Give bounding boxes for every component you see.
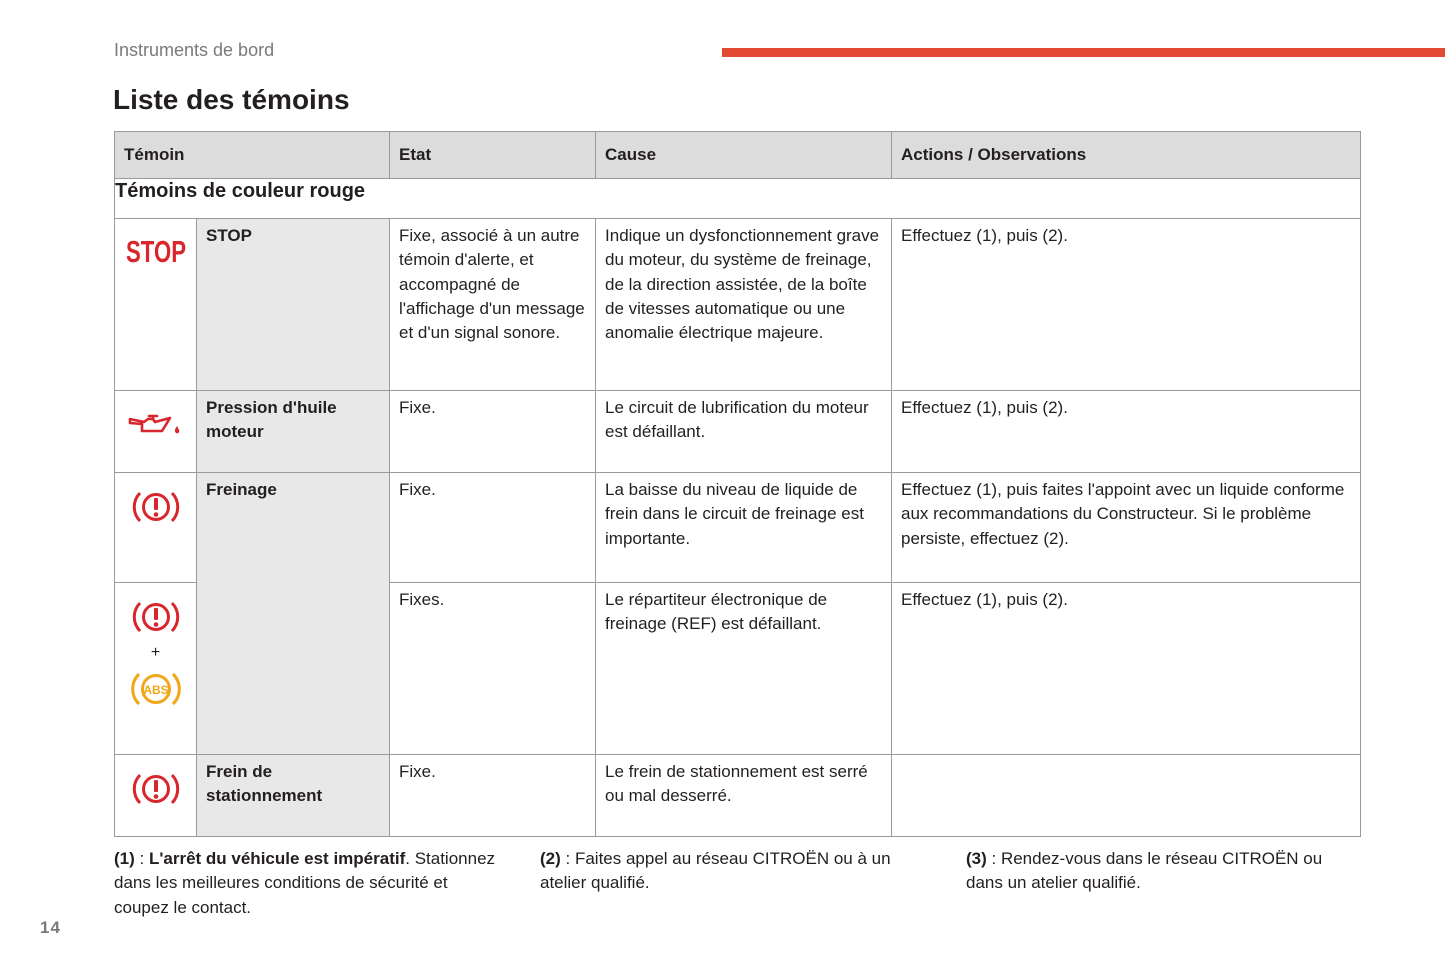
action-cell: Effectuez (1), puis faites l'appoint avec un liquide conforme aux recommandations du Constructeur. Si le problème persiste, effectuez (2). xyxy=(892,473,1361,583)
footnote-1-text: . Stationnez dans les meilleures conditions de sécurité et coupez le contact. xyxy=(114,849,496,917)
stop-icon-text: STOP xyxy=(125,234,186,269)
warning-lights-table xyxy=(114,131,1361,837)
column-header-actions: Actions / Observations xyxy=(892,132,1361,179)
footnote-3-ref: (3) xyxy=(966,849,987,868)
action-cell: Effectuez (1), puis (2). xyxy=(892,391,1361,473)
plus-sign: + xyxy=(150,644,161,661)
page-title: Liste des témoins xyxy=(113,84,350,115)
table-row xyxy=(115,755,1361,837)
cause-cell: La baisse du niveau de liquide de frein dans le circuit de freinage est importante. xyxy=(596,473,892,583)
action-cell xyxy=(892,755,1361,837)
state-cell: Fixe. xyxy=(390,755,596,837)
footnote-1 xyxy=(114,847,504,920)
state-cell: Fixe. xyxy=(390,391,596,473)
page-number: 14 xyxy=(40,918,61,937)
action-cell: Effectuez (1), puis (2). xyxy=(892,219,1361,391)
oil-pressure-icon xyxy=(126,409,186,445)
section-header: Instruments de bord xyxy=(114,40,275,60)
brake-warning-icon xyxy=(131,485,181,529)
category-label: Témoins de couleur rouge xyxy=(115,179,1361,219)
table-row xyxy=(115,219,1361,391)
footnote-1-ref: (1) xyxy=(114,849,135,868)
icon-cell xyxy=(115,391,197,473)
warning-name: Frein de stationnement xyxy=(197,755,390,837)
brake-warning-icon xyxy=(131,595,181,639)
footnote-1-emphasis: L'arrêt du véhicule est impératif xyxy=(148,849,406,868)
cause-cell: Le frein de stationnement est serré ou mal desserré. xyxy=(596,755,892,837)
cause-cell: Le circuit de lubrification du moteur est défaillant. xyxy=(596,391,892,473)
header-accent-bar xyxy=(722,48,1445,57)
cause-cell: Le répartiteur électronique de freinage (REF) est défaillant. xyxy=(596,583,892,755)
state-cell: Fixes. xyxy=(390,583,596,755)
footnote-2-ref: (2) xyxy=(540,849,561,868)
state-cell: Fixe. xyxy=(390,473,596,583)
footnote-1-sep: : xyxy=(134,849,149,868)
stop-warning-icon xyxy=(124,231,188,271)
brake-warning-icon xyxy=(131,767,181,811)
icon-cell xyxy=(115,583,197,755)
icon-cell xyxy=(115,755,197,837)
category-row xyxy=(115,179,1361,219)
footnote-2 xyxy=(540,847,940,896)
icon-cell xyxy=(115,219,197,391)
table-row xyxy=(115,391,1361,473)
table-header-row xyxy=(115,132,1361,179)
warning-name: Pression d'huile moteur xyxy=(197,391,390,473)
warning-name: Freinage xyxy=(197,473,390,755)
table-row xyxy=(115,473,1361,583)
footnote-3 xyxy=(966,847,1360,896)
icon-cell xyxy=(115,473,197,583)
column-header-cause: Cause xyxy=(596,132,892,179)
action-cell: Effectuez (1), puis (2). xyxy=(892,583,1361,755)
state-cell: Fixe, associé à un autre témoin d'alerte, et accompagné de l'affichage d'un message et d'un signal sonore. xyxy=(390,219,596,391)
column-header-temoin: Témoin xyxy=(115,132,390,179)
abs-icon xyxy=(129,667,183,711)
footnote-2-text: : Faites appel au réseau CITROËN ou à un atelier qualifié. xyxy=(540,849,891,893)
column-header-etat: Etat xyxy=(390,132,596,179)
abs-icon-text: ABS xyxy=(142,683,169,697)
cause-cell: Indique un dysfonctionnement grave du moteur, du système de freinage, de la direction assistée, de la boîte de vitesses automatique ou une anomalie électrique majeure. xyxy=(596,219,892,391)
footnote-3-text: : Rendez-vous dans le réseau CITROËN ou dans un atelier qualifié. xyxy=(966,849,1323,893)
warning-name: STOP xyxy=(197,219,390,391)
